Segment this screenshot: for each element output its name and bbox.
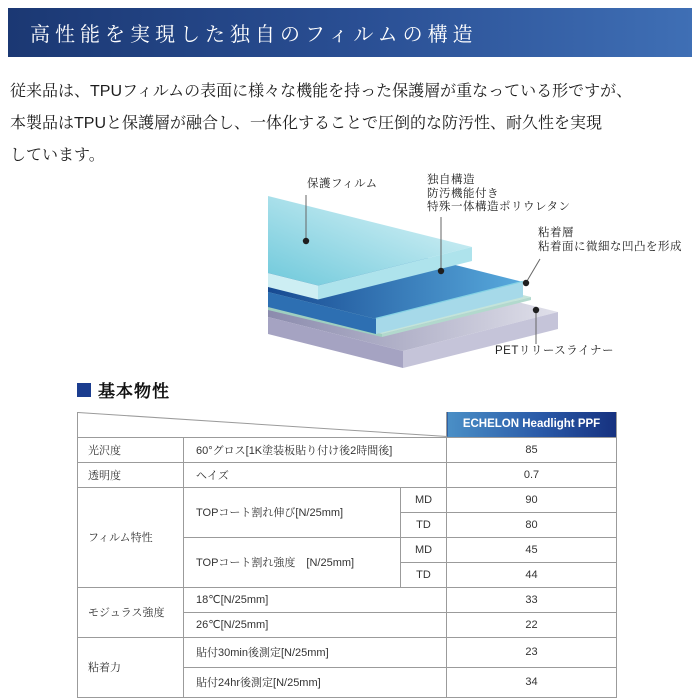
cell-dir-elong-td: TD (401, 512, 447, 537)
cell-value-adhesion-30min: 23 (447, 637, 617, 667)
table-row (78, 437, 617, 462)
spec-table (77, 412, 617, 698)
cell-category-modulus: モジュラス強度 (78, 587, 184, 637)
label-unique-structure: 独自構造 防汚機能付き 特殊一体構造ポリウレタン (427, 174, 571, 213)
table-row (78, 462, 617, 487)
header-diagonal-line (78, 412, 447, 437)
section-title (77, 377, 170, 402)
cell-value-elong-td: 80 (447, 512, 617, 537)
cell-desc-gloss: 60°グロス[1K塗装板貼り付け後2時間後] (184, 437, 447, 462)
label-protective-film: 保護フィルム (307, 178, 378, 190)
section-title-text: 基本物性 (98, 382, 170, 401)
label-pet-liner: PETリリースライナー (495, 345, 614, 357)
label-adhesive-layer: 粘着層 粘着面に微細な凹凸を形成 (538, 227, 682, 253)
header-empty-cell (78, 412, 447, 437)
cell-value-adhesion-24hr: 34 (447, 667, 617, 697)
cell-value-modulus-26: 22 (447, 612, 617, 637)
cell-value-haze: 0.7 (447, 462, 617, 487)
cell-desc-modulus-18: 18℃[N/25mm] (184, 587, 447, 612)
cell-desc-adhesion-30min: 貼付30min後測定[N/25mm] (184, 637, 447, 667)
page-title: 高性能を実現した独自のフィルムの構造 (30, 22, 478, 46)
cell-category-film: フィルム特性 (78, 487, 184, 587)
cell-desc-elongation: TOPコート割れ伸び[N/25mm] (184, 487, 401, 537)
cell-category-adhesion: 粘着力 (78, 637, 184, 697)
table-row (78, 587, 617, 612)
intro-paragraph (10, 76, 698, 172)
cell-value-modulus-18: 33 (447, 587, 617, 612)
cell-value-strength-md: 45 (447, 537, 617, 562)
cell-category-haze: 透明度 (78, 462, 184, 487)
table-row (78, 637, 617, 667)
film-structure-diagram (195, 170, 700, 370)
cell-desc-haze: ヘイズ (184, 462, 447, 487)
cell-value-gloss: 85 (447, 437, 617, 462)
cell-dir-strength-td: TD (401, 562, 447, 587)
cell-category-gloss: 光沢度 (78, 437, 184, 462)
cell-dir-elong-md: MD (401, 487, 447, 512)
cell-dir-strength-md: MD (401, 537, 447, 562)
cell-value-strength-td: 44 (447, 562, 617, 587)
cell-desc-modulus-26: 26℃[N/25mm] (184, 612, 447, 637)
product-header-cell: ECHELON Headlight PPF (447, 412, 617, 437)
cell-value-elong-md: 90 (447, 487, 617, 512)
cell-desc-adhesion-24hr: 貼付24hr後測定[N/25mm] (184, 667, 447, 697)
section-marker-icon (77, 383, 91, 397)
intro-line: 従来品は、TPUフィルムの表面に様々な機能を持った保護層が重なっている形ですが、 (10, 83, 633, 100)
cell-desc-strength: TOPコート割れ強度 [N/25mm] (184, 537, 401, 587)
header-bar (8, 8, 692, 57)
intro-line: しています。 (10, 147, 105, 164)
table-header-row (78, 412, 617, 437)
table-row (78, 487, 617, 512)
intro-line: 本製品はTPUと保護層が融合し、一体化することで圧倒的な防汚性、耐久性を実現 (10, 115, 603, 132)
